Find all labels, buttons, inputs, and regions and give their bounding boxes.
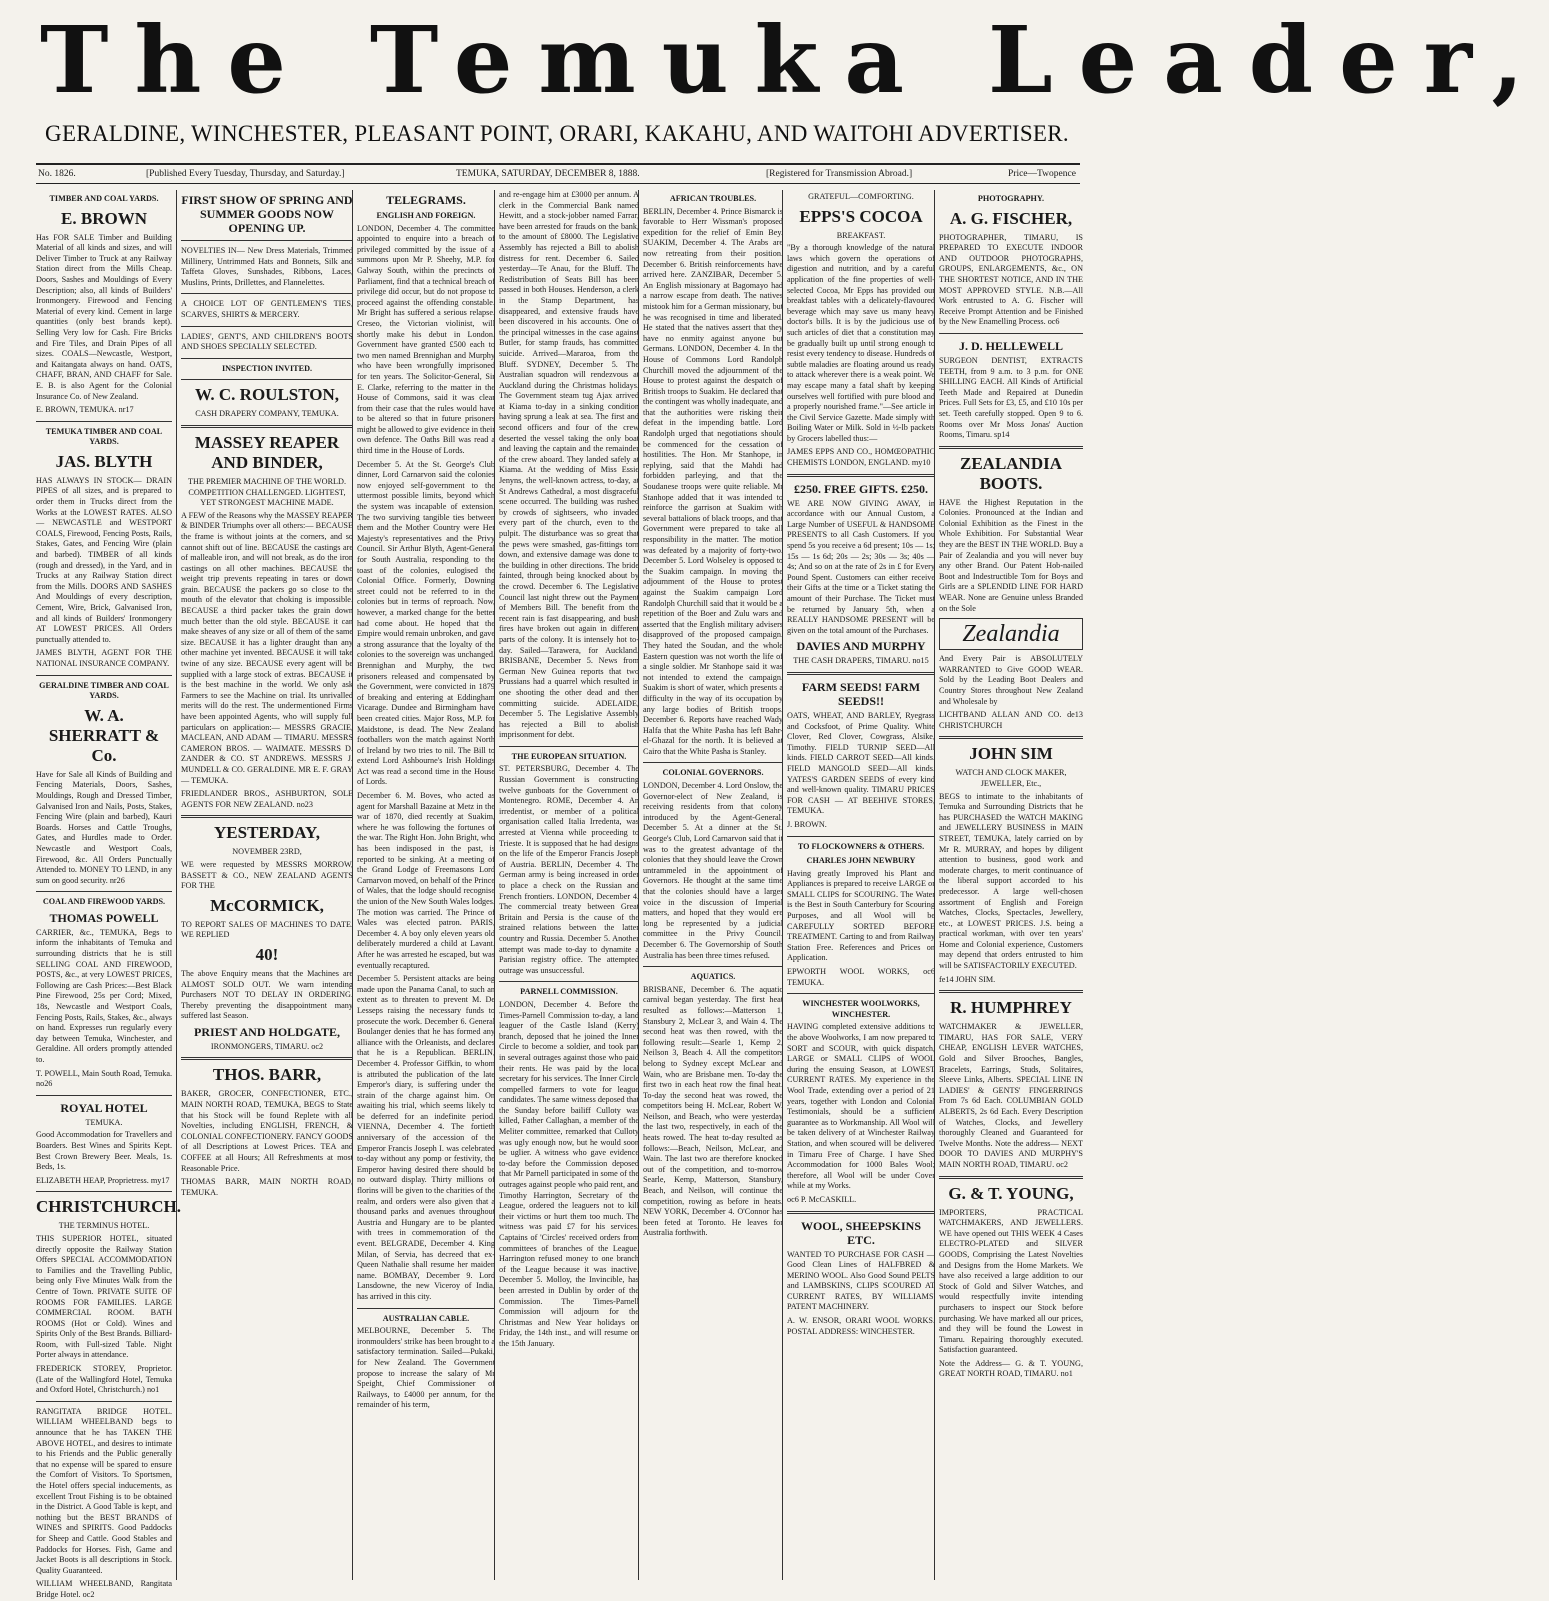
section-heading-australian-cable: AUSTRALIAN CABLE.	[382, 1313, 470, 1323]
ad-name-priest: PRIEST AND HOLDGATE,	[194, 1024, 340, 1039]
section-heading-colonial-governors: COLONIAL GOVERNORS.	[662, 768, 764, 778]
ad-body: HAVE the Highest Reputation in the Colonies. Pronounced at the Indian and Colonial Exhibition as the Finest in the Whole Exhibition. For Substantial Wear they are the BEST IN THE WORLD. Buy a Pair of Zealandia and you will never buy any other Brand. Our Patent Hob-nailed Boot and Indestructible Tom for Boys and Girls are a SPLENDID LINE FOR HARD WEAR. None are Genuine unless Branded on the Sole	[939, 497, 1083, 613]
ad-subheading: THE CASH DRAPERS, TIMARU. no15	[793, 656, 929, 666]
ad-name-young: G. & T. YOUNG,	[948, 1183, 1074, 1203]
ad-signature: EPWORTH WOOL WORKS, oc6 TEMUKA.	[787, 967, 935, 987]
column-4	[494, 190, 643, 1580]
ad-signature: ELIZABETH HEAP, Proprietress. my17	[36, 1175, 170, 1185]
ad-signature: T. POWELL, Main South Road, Temuka. no26	[36, 1068, 172, 1089]
registration-note: [Registered for Transmission Abroad.]	[766, 169, 913, 179]
ad-body: CARRIER, &c., TEMUKA, Begs to inform the inhabitants of Temuka and surrounding districts that he is still SELLING COAL AND FIREWOOD, POSTS, &c., at very LOWEST PRICES, Following are Cash Prices:—Best Black Pine Firewood, 25s per Cord; Mixed, 18s, Newcastle and Westport Coals, Fencing Posts, Rails, Stakes, &c., always on hand. Expresses run regularly every day between Temuka, Winchester, and Geraldine. All orders promptly attended to.	[36, 927, 172, 1064]
ad-signature: WILLIAM WHEELBAND, Rangitata Bridge Hotel. oc2	[36, 1579, 172, 1599]
ad-tagline: GRATEFUL—COMFORTING.	[808, 192, 914, 201]
ad-signature: LICHTBAND ALLAN AND CO. de13 CHRISTCHURCH	[939, 710, 1083, 730]
column-7	[934, 190, 1083, 1580]
ad-body: WANTED TO PURCHASE FOR CASH — Good Clean Lines of HALFBRED & MERINO WOOL. Also Good Sound PELTS and LAMBSKINS, CLIPS SCOURED AT CURRENT RATES, BY WILLIAMS' PATENT MACHINERY.	[787, 1249, 935, 1312]
column-3	[352, 190, 499, 1580]
ad-signature: JAMES EPPS AND CO., HOMŒOPATHIC CHEMISTS LONDON, ENGLAND. my10	[787, 447, 935, 468]
ad-body: BEGS to intimate to the inhabitants of Temuka and Surrounding Districts that he has PURCHASED the WATCH MAKING and JEWELLERY BUSINESS in MAIN STREET, TEMUKA, lately carried on by Mr R. MURRAY, and hopes by diligent attention to business, good work and moderate charges, to merit continuance of the liberal support accorded to his predecessor. A large well-chosen assortment of English and Foreign Watches, Clocks, Spectacles, Jewellery, etc., at LOWEST PRICES. J.S. being a practical workman, with over ten years' Home and Colonial experience, Customers may depend that orders entrusted to him will be SATISFACTORILY EXECUTED.	[939, 791, 1083, 971]
ad-name-farm-seeds: FARM SEEDS! FARM SEEDS!!	[801, 679, 921, 708]
ad-subheading: WATCH AND CLOCK MAKER, JEWELLER, Etc.,	[955, 768, 1067, 788]
article-text: ST. PETERSBURG, December 4. The Russian Government is constructing twelve gunboats for the Government of Montenegro. ROME, December 4. An irredentist, or member of a political organisation called Italia Irredenta, was arrested at Vienna while proceeding to Trieste. It is supposed that he had designs on the life of the Emperor Francis Joseph of Austria. BERLIN, December 4. The German army is being increased in order to place a check on the Russian and French frontiers. LONDON, December 4. The commercial treaty between Great Britain and Persia is the cause of the strained relations between the latter country and Russia. December 5. Another attempt was made to-day to dynamite a Parisian registry office. The attempted outrage was unsuccessful.	[499, 764, 639, 975]
ad-body: WE ARE NOW GIVING AWAY, in accordance with our Annual Custom, a Large Number of USEFUL & HANDSOME PRESENTS to all Cash Customers. If you spend 5s you receive a 6d present; 10s — 1s; 15s — 1s 6d; 20s — 2s; 30s — 3s; 40s — 4s; And so on at the rate of 2s in £ for Every Pound Spent. Customers can either receive their Gifts at the time or a Ticket stating the amount of their Purchase. The Ticket must be returned by January 5th, when a REALLY HANDSOME PRESENT will be given on the total amount of the Purchases.	[787, 498, 935, 635]
ad-heading: TEMUKA TIMBER AND COAL YARDS.	[45, 426, 163, 447]
ad-name-sherratt: W. A. SHERRATT & Co.	[48, 705, 160, 765]
ad-name-zealandia-boots: ZEALANDIA BOOTS.	[959, 453, 1063, 493]
ad-number-forty: 40!	[255, 944, 279, 964]
article-text: December 6. M. Boves, who acted as agent for Marshall Bazaine at Metz in the war of 1870, died recently at Suakim, where he was following the fortunes of the war. The Right Hon. John Bright, who has been indisposed in the past, is reported to be sinking. At a meeting of the Grand Lodge of Freemasons Lord Carnarvon moved, on behalf of the Prince of Wales, that the lodge should recognise the union of the New South Wales lodges. The motion was carried. The Prince of Wales was elected patron. PARIS, December 4. A boy only eleven years old deliberately murdered a child at Lavant. After he was arrested he escaped, but was eventually recaptured.	[357, 791, 495, 970]
newspaper-subtitle: GERALDINE, WINCHESTER, PLEASANT POINT, ORARI, KAKAHU, AND WAITOHI ADVERTISER.	[45, 121, 1069, 146]
ad-subheading: BREAKFAST.	[836, 230, 886, 240]
column-6	[782, 190, 939, 1580]
article-text: LONDON, December 4. The committee appointed to enquire into a breach of privileged committed by the issue of a summons upon Mr P. Sheehy, M.P. for Galway South, within the precincts of Parliament, find that a technical breach of privilege did occur, but do not propose to proceed against the offending constable. Mr Bright has suffered a serious relapse. Creseo, the Victorian violinist, will shortly make his debut in London. Government have granted £500 each to two men named Brennighan and Murphy who have been wrongfully imprisoned for ten years. The Solicitor-General, Sir E. Clarke, referring to the matter in the House of Commons, said it was clear from their case that the rules would have to be altered so that in future prisoners might be allowed to give evidence in their own defence. The Oaths Bill was read a third time in the House of Lords.	[357, 223, 496, 456]
ad-body: "By a thorough knowledge of the natural laws which govern the operations of digestion and nutrition, and by a careful application of the fine properties of well-selected Cocoa, Mr Epps has provided our breakfast tables with a delicately-flavoured beverage which may save us many heavy doctor's bills. It is by the judicious use of such articles of diet that a constitution may be gradually built up until strong enough to resist every tendency to disease. Hundreds of subtle maladies are floating around us ready to attack wherever there is a weak point. We may escape many a fatal shaft by keeping ourselves well fortified with pure blood and a properly nourished frame."—See article in the Civil Service Gazette. Made simply with Boiling Water or Milk. Sold in ½-lb packets by Grocers labelled thus:—	[787, 243, 936, 443]
ad-name-royal-hotel: ROYAL HOTEL	[60, 1100, 148, 1115]
ad-body: A CHOICE LOT OF GENTLEMEN'S TIES, SCARVES, SHIRTS & MERCERY.	[181, 299, 353, 319]
ad-subheading: CASH DRAPERY COMPANY, TEMUKA.	[195, 409, 339, 419]
ad-body: Having greatly Improved his Plant and Appliances is prepared to receive LARGE or SMALL CLIPS for SCOURING. The Water is the Best in South Canterbury for Scouring Purposes, and all Wool will be CAREFULLY SORTED BEFORE TREATMENT. Carting to and from Railway Station Free. References and Prices on Application.	[787, 868, 935, 963]
article-text: and re-engage him at £3000 per annum. A clerk in the Commercial Bank named Hewitt, and a stock-jobber named Farrar, have been arrested for frauds on the bank, to the amount of £8000. The Legislative Assembly has rejected a Bill to abolish distress for rent. December 6. Sailed yesterday—Te Anau, for the Bluff. The Redistribution of Seats Bill has been passed in both Houses. Henderson, a clerk in the Stamp Department, has disappeared, and extensive frauds have been discovered in his accounts. One of the principal witnesses in the case against Butler, for stamp frauds, has committed suicide. Arrived—Mararoa, from the Bluff. SYDNEY, December 5. The Australian squadron will rendezvous at Auckland during the Christmas holidays. The Government steam tug Ajax arrived at Kiama to-day in a sinking condition having sprung a leak at sea. The first and second officers and four of the crew deserted the vessel taking the only boat and leaving the captain and the remainder of the crew aboard. They landed safely at Kiama. At the wedding of Miss Essie Jenyns, the well-known actress, to-day, at St Andrews Cathedral, a most disgraceful scene occurred. The building was rushed by crowds of sightseers, who invaded every part of the church, even to the pulpit. The disturbance was so great that the pews were smashed, gas-fittings torn down, and extensive damage was done to the building in other directions. The bride fainted, through being knocked about by the crowd. December 6. The Legislative Council last night threw out the Payment of Members Bill. The benefit from the recent rain is fast disappearing, and bush fires have broken out again in different parts of the colony. It is intensely hot to-day. Sailed—Tarawera, for Auckland. BRISBANE, December 5. News from German New Guinea reports that two Prussians had a quarrel which resulted in one shooting the other dead and then committing suicide. ADELAIDE, December 5. The Legislative Assembly has rejected a Bill to abolish imprisonment for debt.	[499, 190, 639, 740]
ad-body: THIS SUPERIOR HOTEL, situated directly opposite the Railway Station Offers SPECIAL ACCOMMODATION to Families and the Travelling Public, being only Five Minutes Walk from the Centre of Town. PRIVATE SUITE OF ROOMS FOR FAMILIES. LARGE COMMERCIAL ROOM. BATH ROOMS (Hot or Cold). Wines and Spirits Only of the Best Brands. Billiard-Room, with Full-sized Table. Night Porter always in attendance.	[36, 1233, 172, 1360]
ad-body: NOVELTIES IN— New Dress Materials, Trimmed Millinery, Untrimmed Hats and Bonnets, Silk and Taffeta Gloves, Sunshades, Ribbons, Laces, Muslins, Prints, Drillettes, and Flannelettes.	[181, 246, 353, 287]
ad-name-blyth: JAS. BLYTH	[55, 451, 153, 471]
ad-signature: oc6 P. McCASKILL.	[787, 1194, 857, 1204]
column-1	[36, 190, 181, 1599]
article-text: LONDON, December 4. Lord Onslow, the Governor-elect of New Zealand, is receiving residents from that colony introduced by the Agent-General. December 5. At a dinner at the St. George's Club, Lord Carnarvon said that it was to the greatest advantage of the colonies that they should leave the Crown untrammeled in the appointment of Governors. He thought at the same time that the colonies should have a larger voice in the discussion of Imperial matters, and hoped that they would ere long be represented by a judicial committee in the Privy Council. December 6. The Governorship of South Australia has been three times refused.	[643, 781, 783, 960]
ad-signature: E. BROWN, TEMUKA. nr17	[36, 405, 134, 415]
ad-name-powell: THOMAS POWELL	[49, 910, 159, 925]
issue-number: No. 1826.	[38, 169, 76, 179]
dateline	[36, 163, 1080, 184]
ad-name-newbury: CHARLES JOHN NEWBURY	[806, 856, 916, 866]
ad-signature: A. W. ENSOR, ORARI WOOL WORKS. POSTAL ADDRESS: WINCHESTER.	[787, 1316, 935, 1336]
ad-body: SURGEON DENTIST, EXTRACTS TEETH, from 9 a.m. to 3 p.m. for ONE SHILLING EACH. All Kinds of Artificial Teeth Made and Repaired at Dunedin Prices. Full Sets for £3, £5, and £10 10s per set. Teeth carefully stopped. Open 9 to 6. Rooms over Mr Moss Jonas' Auction Rooms, Timaru. sp14	[939, 355, 1083, 440]
ad-heading: TO FLOCKOWNERS & OTHERS.	[797, 841, 925, 851]
ad-heading: GERALDINE TIMBER AND COAL YARDS.	[39, 680, 169, 701]
ad-name-hellewell: J. D. HELLEWELL	[958, 338, 1064, 353]
ad-signature: THOMAS BARR, MAIN NORTH ROAD, TEMUKA.	[181, 1177, 353, 1197]
ad-body: WE were requested by MESSRS MORROW, BASSETT & CO., NEW ZEALAND AGENTS FOR THE	[181, 859, 353, 891]
ad-signature: FREDERICK STOREY, Proprietor. (Late of the Wallingford Hotel, Temuka and Oxford Hotel, Christchurch.) no1	[36, 1364, 172, 1395]
ad-body: Have for Sale all Kinds of Building and Fencing Materials, Doors, Sashes, Mouldings, Rough and Dressed Timber, Galvanised Iron and Nails, Posts, Stakes, Fencing Wire (plain and barbed), Kauri Boards. Horses and Cattle Troughs, Gates, and Hurdles made to Order. Newcastle and Westport Coals, Firewood, &c. All Orders Punctually Attended to. MONEY TO LEND, in any sum on good security. nr26	[36, 769, 172, 885]
ad-body: WATCHMAKER & JEWELLER, TIMARU, HAS FOR SALE, VERY CHEAP, ENGLISH LEVER WATCHES, Gold and Silver Brooches, Bangles, Bracelets, Earrings, Studs, Solitaires, Sleeve Links, Alberts. SPECIAL LINE IN LADIES' & GENTS' FINGERRINGS From 7s 6d Each. COLUMBIAN GOLD ALBERTS, 2s 6d Each. Every Description of Watches, Clocks, and Jewellery thoroughly Cleaned and Guaranteed for Twelve Months. Note the address— NEXT DOOR TO DAVIES AND MURPHY'S MAIN NORTH ROAD, TIMARU. oc2	[939, 1022, 1083, 1169]
ad-name-yesterday: YESTERDAY,	[214, 823, 320, 843]
ad-name-epps-cocoa: EPPS'S COCOA	[799, 206, 923, 226]
section-heading-parnell-commission: PARNELL COMMISSION.	[520, 987, 618, 997]
ad-name-fischer: A. G. FISCHER,	[949, 208, 1073, 228]
ad-heading: COAL AND FIREWOOD YARDS.	[42, 897, 166, 907]
publication-schedule: [Published Every Tuesday, Thursday, and Saturday.]	[146, 169, 345, 179]
article-text: December 5. Persistent attacks are being made upon the Panama Canal, to such an extent as to threaten to prevent M. De Lesseps raising the necessary funds to prosecute the work. December 6. General Boulanger denies that he has formed any alliance with the Orleanists, and declares that he is a Republican. BERLIN, December 4. Professor Giffkin, to whom is attributed the publication of the late Emperor's diary, is suffering under the strain of the charge against him. On awaiting his trial, which seems likely to be deferred for an indefinite period. VIENNA, December 4. The fortieth anniversary of the accession of the Emperor Francis Joseph I. was celebrated to-day without any pomp or festivity, the Emperor having desired there should be no outward display. Thirty millions of florins will be given to the charities of the realm, and orders were also given that a thousand parks and avenues throughout Austria and Hungary are to be planted with trees in commemoration of the event. BELGRADE, December 4. King Milan, of Servia, has decreed that ex-Queen Nathalie shall resume her maiden name. BOMBAY, December 9. Lord Lansdowne, the new Viceroy of India, has arrived in this city.	[357, 974, 495, 1301]
section-heading-telegrams: TELEGRAMS.	[386, 193, 466, 207]
ad-heading: PHOTOGRAPHY.	[977, 194, 1045, 203]
ad-body: The above Enquiry means that the Machines are ALMOST SOLD OUT. We warn intending Purchasers NOT TO DELAY IN ORDERING. Thereby preventing the disappointment many suffered last Season.	[181, 968, 353, 1021]
price: Price—Twopence	[1008, 169, 1076, 179]
ad-signature: FRIEDLANDER BROS., ASHBURTON, SOLE AGENTS FOR NEW ZEALAND. no23	[181, 789, 353, 809]
ad-signature: J. BROWN.	[787, 819, 827, 829]
section-heading-european-situation: THE EUROPEAN SITUATION.	[511, 751, 627, 761]
ad-body: And Every Pair is ABSOLUTELY WARRANTED to Give GOOD WEAR. Sold by the Leading Boot Dealers and Country Stores throughout New Zealand and Wholesale by	[939, 654, 1083, 706]
ad-body: TO REPORT SALES OF MACHINES TO DATE. WE REPLIED	[181, 919, 353, 940]
ad-name-davies-murphy: DAVIES AND MURPHY	[796, 639, 926, 654]
ad-body: OATS, WHEAT, AND BARLEY, Ryegrass and Cocksfoot, of Prime Quality. White Clover, Red Clover, Cowgrass, Alsike, Timothy. FIELD TURNIP SEED—All kinds. FIELD CARROT SEED—All kinds. FIELD MANGOLD SEED—All kinds. YATES'S GARDEN SEEDS of every kind and well-known quality. TIMARU PRICES FOR CASH — AT BEEHIVE STORES, TEMUKA.	[787, 710, 935, 816]
article-text: BRISBANE, December 6. The aquatic carnival began yesterday. The first heat resulted as follows:—Matterson 1, Stansbury 2, McLear 3, and Wain 4. The second heat was then rowed, with the following result:—Searle 1, Kemp 2, Neilson 3, Beach 4. All the competitors belong to Sydney except McLear and Wain, who are Brisbane men. To-day the first two in each heat row the final heat. To-day the second heat was rowed, the competitors being H. McLear, Robert W. Neilson, and Beach, who were yesterday the last two, respectively, in each of the heats rowed. The heat to-day resulted as follows:—Beach, Neilson, McLear, and Wain. The last two are therefore knocked out of the competition, and to-morrow Searle, Kemp, Matterson, Stansbury, Beach, and Neilson, will continue the competition, rowing as before in heats. NEW YORK, December 4. O'Connor has been feted at Toronto. He leaves for Australia forthwith.	[643, 984, 783, 1238]
zealandia-brand-logo: Zealandia	[939, 618, 1083, 650]
ad-name-massey: MASSEY REAPER AND BINDER,	[194, 432, 340, 472]
column-5	[638, 190, 787, 1580]
ad-body: IMPORTERS, PRACTICAL WATCHMAKERS, AND JEWELLERS. WE have opened out THIS WEEK 4 Cases ELECTRO-PLATED and SILVER GOODS, Comprising the Latest Novelties and Designs from the Home Markets. We have also received a large addition to our Stock of Gold and Silver Watches, and would respectfully invite intending purchasers to inspect our Stock before purchasing. We have marked all our prices, and they will be found the Lowest in Timaru. Repairing thoroughly executed. Satisfaction guaranteed.	[939, 1207, 1083, 1355]
ad-signature: JAMES BLYTH, AGENT FOR THE NATIONAL INSURANCE COMPANY.	[36, 648, 172, 668]
ad-name-winchester-woolworks: WINCHESTER WOOLWORKS, WINCHESTER.	[802, 999, 920, 1019]
ad-subheading: THE TERMINUS HOTEL.	[58, 1221, 150, 1231]
article-text: December 5. At the St. George's Club dinner, Lord Carnarvon said the colonies now enjoyed self-government to the uttermost possible limits, beyond which the system was incapable of extension. The two surviving tangible ties between them and the Mother Country were Her Majesty's representatives and the Privy Council. Sir Arthur Blyth, Agent-General for South Australia, responding to the toast of the colonies, eulogised the Colonial Office. Formerly, Downing street could not be referred to in the colonies but in terms of reproach. Now, however, a marked change for the better had come about. He hoped that the Empire would remain unbroken, and gave a strong assurance that the loyalty of the colonies to the sovereign was unchanged. Brennighan and Murphy, the two prisoners released and compensated by the Government, were convicted in 1879 of breaking and entering at Eddingham Vicarage. Dundee and Birmingham have been created cities. Major Ross, M.P. for Maidstone, is dead. The New Zealand footballers won the match against North of Ireland by two tries to nil. The Bill to extend Lord Ashbourne's Irish Holdings Act was read a second time in the House of Lords.	[357, 459, 495, 787]
ad-heading: TIMBER AND COAL YARDS.	[49, 194, 159, 203]
ad-name-brown: E. BROWN	[61, 208, 147, 228]
ad-body: Good Accommodation for Travellers and Boarders. Best Wines and Spirits Kept. Best Crown Brewery Beer. Meals, 1s. Beds, 1s.	[36, 1130, 172, 1172]
ad-subheading: NOVEMBER 23RD,	[232, 847, 302, 857]
ad-signature: Note the Address— G. & T. YOUNG, GREAT NORTH ROAD, TIMARU. no1	[939, 1358, 1083, 1379]
ad-body: RANGITATA BRIDGE HOTEL. WILLIAM WHEELBAND begs to announce that he has TAKEN THE ABOVE HOTEL, and desires to intimate to his Friends and the Public generally that no expense will be spared to ensure the Comfort of Visitors. To Sportsmen, the Hotel offers special inducements, as excellent Trout Fishing is to be obtained in the District. A Good Table is kept, and nothing but the BEST BRANDS of WINES and SPIRITS. Good Paddocks for Sheep and Cattle. Good Stables and Paddocks for Horses. Fish, Game and Jacket Boots is all descriptions in Stock. Quality Guaranteed.	[36, 1406, 172, 1575]
ad-body: PHOTOGRAPHER, TIMARU, IS PREPARED TO EXECUTE INDOOR AND OUTDOOR PHOTOGRAPHS, GROUPS, ENLARGEMENTS, &c., ON THE SHORTEST NOTICE, AND IN THE MOST APPROVED STYLE. N.B.—All Work entrusted to A. G. Fischer will Receive Prompt Attention and be Finished by the New Enamelling Process. oc6	[939, 232, 1083, 327]
ad-name-mccormick: McCORMICK,	[210, 895, 324, 915]
ad-name-roulston: W. C. ROULSTON,	[194, 385, 340, 405]
column-2	[176, 190, 357, 1580]
ad-body: A FEW of the Reasons why the MASSEY REAPER & BINDER Triumphs over all others:— BECAUSE the frame is without joints at the corners, and so cannot shift out of line. BECAUSE the castings are of malleable iron, and will not break, as do the iron castings on all other machines. BECAUSE the weight trip prevents repeating in tares or down grain. BECAUSE the packers go so close to the mouth of the elevator that choking is impossible. BECAUSE a third packer takes the grain down much better than the old style. BECAUSE it can make sheaves of any size or all of them of the same size. BECAUSE it has a lighter draught than any other machine yet invented. BECAUSE it will take twine of any size. BECAUSE every agent will be supplied with a large stock of extras. BECAUSE it is the best machine in the world. We only ask Farmers to see the Machine on trial. Its unrivalled merits will do the rest. The undermentioned Firms have been appointed Agents, who will supply full particulars on application:— MESSRS GRACIE, MACLEAN, AND ADAM — TIMARU. MESSRS CAMERON BROS. — WAIMATE. MESSRS D. ZANDER & CO. ST ANDREWS. MESSRS J. MUNDELL & CO. GERALDINE. MR E. F. GRAY — TEMUKA.	[181, 510, 353, 785]
ad-heading-first-show: FIRST SHOW OF SPRING AND SUMMER GOODS NOW OPENING UP.	[181, 193, 353, 235]
ad-body: BAKER, GROCER, CONFECTIONER, ETC., MAIN NORTH ROAD, TEMUKA, BEGS to State that his Stock will be found Replete with all Novelties, including ENGLISH, FRENCH, & COLONIAL CONFECTIONERY. FANCY GOODS of all Descriptions at Lowest Prices. TEA and COFFEE at all Hours; All Refreshments at most Reasonable Price.	[181, 1089, 353, 1173]
newspaper-title: The Temuka Leader,	[40, 6, 1549, 114]
article-text: MELBOURNE, December 5. The ironmoulders' strike has been brought to a satisfactory termination. Sailed—Pukaki, for New Zealand. The Government propose to increase the salary of Mr Speight, Chief Commissioner of Railways, to £4000 per annum, for the remainder of his term,	[357, 1326, 495, 1410]
article-text: BERLIN, December 4. Prince Bismarck is favorable to Herr Wissman's proposed expedition for the relief of Emin Bey. SUAKIM, December 4. The Arabs are now retreating from their position. December 6. British reinforcements have arrived here. ZANZIBAR, December 5. An English missionary at Bagomayo had a narrow escape from death. The natives mistook him for a German missionary, but he was recognised in time and liberated. He stated that the natives assert that they have no enmity against anyone but Germans. LONDON, December 4. In the House of Commons Lord Randolph Churchill moved the adjournment of the House to protest against the despatch of British troops to Suakim. He declared that the contingent was wholly inadequate, and that the authorities were risking their defeat in the impending battle. Lord Randolph urged that negotiations should be commenced for the cessation of hostilities. The Hon. Mr Stanhope, in replying, said that the Mahdi had forbidden parleying, and that the Soudanese troops were quite reliable. Mr Stanhope added that it was intended to reinforce the garrison at Suakim with several battalions of black troops, and that Government were prepared to take all responsibility in the matter. The motion was defeated by a majority of forty-two. December 5. Lord Wolseley is opposed to the Suakim campaign. In moving the adjournment of the House to protest against the Suakim campaign Lord Randolph Churchill said that it would be a repetition of the Boer and Zulu wars and asserted that the English military advisers disapproved of the proposed campaign. They hated the Soudan, and the whole Eastern question was not worth the life of a single soldier. Mr Stanhope said it was not intended to extend the campaign. Suakim is short of water, which presents a difficulty in the way of its occupation by any large bodies of British troops. December 6. Reports have reached Wady Halfa that the White Pasha has left Bahr-el-Ghazal for the north. It is believed at Cairo that the White Pasha is Stanley.	[643, 206, 783, 756]
ad-name-christchurch: CHRISTCHURCH.	[36, 1197, 181, 1217]
ad-name-humphrey: R. HUMPHREY	[950, 998, 1072, 1018]
section-heading-aquatics: AQUATICS.	[690, 972, 736, 982]
issue-date: TEMUKA, SATURDAY, DECEMBER 8, 1888.	[456, 169, 640, 179]
ad-signature: fe14 JOHN SIM.	[939, 974, 996, 984]
section-heading-african-troubles: AFRICAN TROUBLES.	[669, 194, 757, 203]
ad-heading: INSPECTION INVITED.	[221, 363, 313, 373]
ad-body: HAVING completed extensive additions to the above Woolworks, I am now prepared to SORT and SCOUR, with quick dispatch, LARGE or SMALL CLIPS of WOOL during the ensuing Season, at LOWEST CURRENT RATES. My experience in the Wool Trade, extending over a period of 21 years, together with London and Colonial Testimonials, should be a sufficient guarantee as to Workmanship. All Wool will be taken delivery of at Winchester Railway Station, and when scoured will be delivered in Timaru Free of Charge. I have Shed Accommodation for 1000 Bales Wool; therefore, all Wool will be under Cover while at my Works.	[787, 1022, 935, 1191]
ad-body: HAS ALWAYS IN STOCK— DRAIN PIPES of all sizes, and is prepared to order them in Trucks direct from the Works at the LOWEST RATES. ALSO— NEWCASTLE and WESTPORT COALS, Firewood, Fencing Posts, Rails, Stakes, Gates, and Fencing Wire (plain and barbed). TIMBER of all kinds (rough and dressed), in the Yard, and in Trucks at any Railway Station direct from the Mills. DOORS AND SASHES And Mouldings of every description, Cement, Wire, Brick, Galvanised Iron, and all kinds of Builders' Ironmongery AT LOWEST PRICES. All Orders punctually attended to.	[36, 475, 172, 644]
ad-name-wool-sheepskins: WOOL, SHEEPSKINS ETC.	[800, 1218, 922, 1247]
ad-name-john-sim: JOHN SIM	[969, 744, 1053, 764]
ad-name-free-gifts: £250. FREE GIFTS. £250.	[793, 481, 928, 496]
ad-subheading: IRONMONGERS, TIMARU. oc2	[210, 1041, 324, 1051]
ad-body: Has FOR SALE Timber and Building Material of all kinds and sizes, and will Deliver Timber to Truck at any Railway Station direct from the Mills Cheap. Doors, Sashes and Mouldings of Every Description; also, all kinds of Builders' Ironmongery. Firewood and Fencing Material of every kind. Cement in large quantities (only best brands kept). Selling Very low for Cash. Fire Bricks and Fire Tiles, and Drain Pipes of all sizes. COALS—Newcastle, Westport, and Kaitangata always on hand. OATS, CHAFF, BRAN, AND CHAFF for Sale. E. B. is also Agent for the Colonial Insurance Co. of New Zealand.	[36, 232, 172, 401]
section-subheading: ENGLISH AND FOREIGN.	[376, 211, 476, 220]
ad-place: TEMUKA.	[85, 1117, 123, 1127]
ad-name-barr: THOS. BARR,	[212, 1065, 322, 1085]
ad-subheading: THE PREMIER MACHINE OF THE WORLD. COMPETITION CHALLENGED. LIGHTEST, YET STRONGEST MACHINE MADE.	[188, 476, 346, 508]
masthead	[0, 0, 1549, 160]
article-text: LONDON, December 4. Before the Times-Parnell Commission to-day, a land leaguer of the Castle Island (Kerry) branch, deposed that he joined the Inner Circle to become a soldier, and took part in several outrages against those who paid their rents. He was paid by the local secretary for his services. The Inner Circle compelled farmers to vote for league candidates. The same witness deposed that the Sunday before bailiff Culloty was killed, Father Callaghan, a member of the Meliter committee, remarked that Culloty was ugly enough now, but he would soon be uglier. A witness who gave evidence to-day before the Commission deposed that Mr Parnell participated in some of the outrages against people who paid rent, and Timothy Harrington, Secretary of the League, ordered the leaguers not to kill their victims or hurt them too much. The witness was paid £7 for his services. Captains of 'Circles' received orders from committees of branches of the League. Harrington refused money to one branch of the League because it was inactive. December 5. Molloy, the Invincible, has been arrested in Dublin by order of the Commission. The Times-Parnell Commission will adjourn for the Christmas and New Year holidays on Friday, the 14th inst., and will resume on the 15th January.	[499, 999, 639, 1348]
ad-body: LADIES', GENT'S, AND CHILDREN'S BOOTS AND SHOES SPECIALLY SELECTED.	[181, 331, 353, 352]
